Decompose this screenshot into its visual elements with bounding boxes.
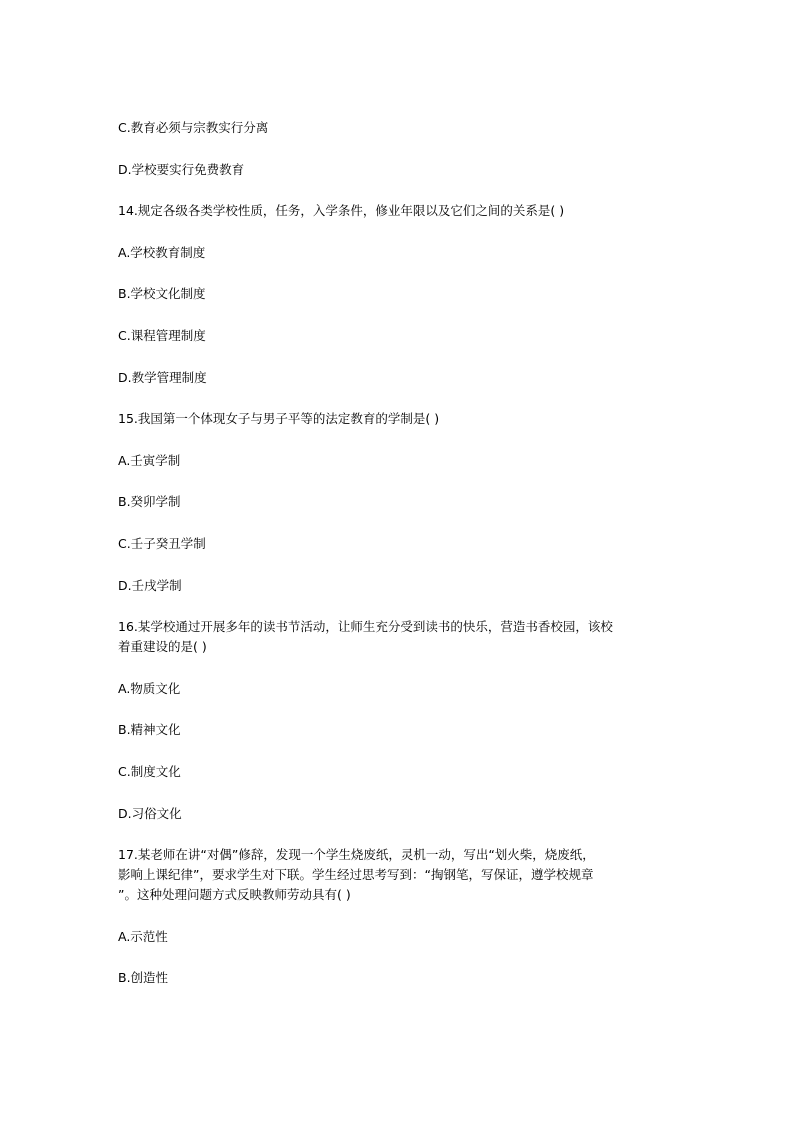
text-line: 15.我国第一个体现女子与男子平等的法定教育的学制是( ) [118, 411, 440, 427]
answer-option [118, 368, 718, 388]
answer-option [118, 118, 718, 138]
text-line: A.物质文化 [118, 680, 181, 696]
question-stem [118, 409, 718, 429]
text-line: 16.某学校通过开展多年的读书节活动，让师生充分受到读书的快乐，营造书香校园，该校 [118, 619, 613, 635]
question-stem [118, 617, 718, 657]
answer-option [118, 534, 718, 554]
text-line: 17.某老师在讲“对偶”修辞，发现一个学生烧废纸，灵机一动，写出“划火柴，烧废纸， [118, 847, 595, 863]
text-line: 影响上课纪律”，要求学生对下联。学生经过思考写到：“掏钢笔，写保证，遵学校规章 [118, 867, 594, 883]
text-line: C.课程管理制度 [118, 327, 206, 343]
text-line: B.癸卯学制 [118, 494, 181, 510]
text-line: D.学校要实行免费教育 [118, 161, 245, 177]
text-line: A.壬寅学制 [118, 452, 181, 468]
question-stem [118, 845, 718, 905]
answer-option [118, 451, 718, 471]
answer-option [118, 927, 718, 947]
answer-option [118, 326, 718, 346]
text-line: C.壬子癸丑学制 [118, 535, 206, 551]
text-line: C.教育必须与宗教实行分离 [118, 120, 269, 135]
answer-option [118, 968, 718, 988]
answer-option [118, 720, 718, 740]
answer-option [118, 492, 718, 512]
answer-option [118, 804, 718, 824]
document-body [118, 118, 718, 1010]
answer-option [118, 160, 718, 180]
text-line: B.学校文化制度 [118, 286, 206, 302]
text-line: A.示范性 [118, 928, 168, 944]
text-line: D.壬戌学制 [118, 577, 182, 593]
text-line: A.学校教育制度 [118, 244, 206, 260]
answer-option [118, 284, 718, 304]
text-line: D.习俗文化 [118, 805, 182, 821]
text-line: C.制度文化 [118, 763, 181, 779]
text-line: ”。这种处理问题方式反映教师劳动具有( ) [118, 887, 351, 903]
text-line: 着重建设的是( ) [118, 639, 207, 655]
text-line: B.精神文化 [118, 722, 181, 738]
answer-option [118, 762, 718, 782]
answer-option [118, 243, 718, 263]
answer-option [118, 679, 718, 699]
question-stem [118, 201, 718, 221]
text-line: D.教学管理制度 [118, 369, 207, 385]
text-line: B.创造性 [118, 970, 169, 986]
text-line: 14.规定各级各类学校性质，任务，入学条件，修业年限以及它们之间的关系是( ) [118, 203, 565, 219]
answer-option [118, 576, 718, 596]
